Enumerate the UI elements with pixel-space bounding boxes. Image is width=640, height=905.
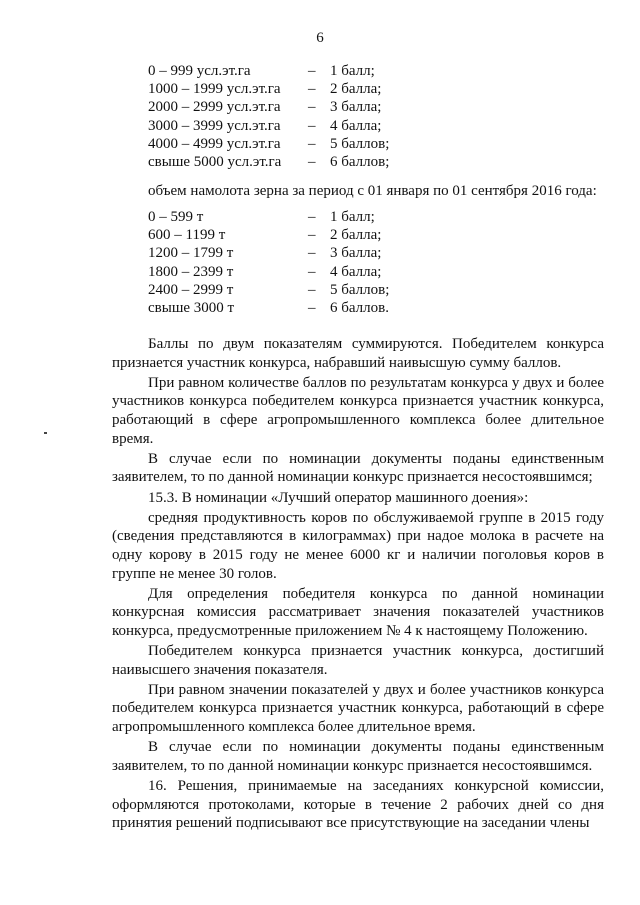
paragraph: Победителем конкурса признается участник конкурса, достигший наивысшего значения показателя. (112, 643, 604, 678)
scoring-points: 3 балла; (330, 99, 382, 116)
scoring-dash: – (308, 117, 316, 134)
scoring-row (148, 98, 450, 116)
scoring-range: 0 – 599 т (148, 209, 204, 225)
scoring-dash: – (308, 281, 316, 298)
scoring-points: 4 балла; (330, 263, 382, 280)
scoring-row (148, 299, 450, 317)
grain-intro-text: объем намолота зерна за период с 01 января по 01 сентября 2016 года: (148, 183, 597, 199)
scoring-range: 2000 – 2999 усл.эт.га (148, 99, 281, 116)
scoring-row (148, 80, 450, 98)
scoring-row (148, 135, 450, 153)
scoring-range: свыше 3000 т (148, 299, 235, 316)
scoring-points: 6 баллов; (330, 153, 390, 170)
paragraph: 16. Решения, принимаемые на заседаниях конкурсной комиссии, оформляются протоколами, которые в течение 2 рабочих дней со дня принятия решений подписывают все присутствующие на заседании члены (112, 778, 604, 832)
scoring-range: 600 – 1199 т (148, 227, 226, 244)
paragraph: В случае если по номинации документы поданы единственным заявителем, то по данной номинации конкурс признается несостоявшимся. (112, 739, 604, 774)
scoring-range: 3000 – 3999 усл.эт.га (148, 117, 281, 134)
scoring-dash: – (308, 63, 316, 79)
paragraph: Баллы по двум показателям суммируются. Победителем конкурса признается участник конкурса, набравший наивысшую сумму баллов. (112, 336, 604, 371)
scoring-range: 4000 – 4999 усл.эт.га (148, 135, 281, 152)
scoring-row (148, 263, 450, 281)
paragraph: средняя продуктивность коров по обслуживаемой группе в 2015 году (сведения представляются в килограммах) при надое молока в расчете на одну корову в 2015 году не менее 6000 кг и наличии поголовья коров в группе не менее 30 голов. (112, 509, 604, 582)
scoring-dash: – (308, 153, 316, 170)
scoring-points: 1 балл; (330, 209, 375, 225)
paragraph: 15.3. В номинации «Лучший оператор машинного доения»: (148, 489, 529, 506)
scan-mark (44, 432, 47, 434)
scoring-points: 2 балла; (330, 81, 382, 98)
paragraph: Для определения победителя конкурса по данной номинации конкурсная комиссия рассматривает значения показателей участников конкурса, предусмотренные приложением № 4 к настоящему Положению. (112, 585, 604, 639)
scoring-points: 1 балл; (330, 63, 375, 79)
paragraph: При равном значении показателей у двух и более участников конкурса победителем конкурса признается участник конкурса, работающий в сфере агропромышленного комплекса более длительное время. (112, 681, 604, 736)
scoring-points: 5 баллов; (330, 281, 390, 298)
scoring-range: 0 – 999 усл.эт.га (148, 63, 251, 79)
scoring-dash: – (308, 81, 316, 98)
scoring-dash: – (308, 135, 316, 152)
scoring-row (148, 153, 450, 171)
scoring-dash: – (308, 209, 316, 225)
scoring-points: 6 баллов. (330, 299, 389, 316)
scoring-row (148, 244, 450, 262)
scoring-range: 1000 – 1999 усл.эт.га (148, 81, 281, 98)
scoring-row (148, 281, 450, 299)
scoring-points: 3 балла; (330, 245, 382, 262)
scoring-range: 1800 – 2399 т (148, 263, 234, 280)
scoring-dash: – (308, 263, 316, 280)
scoring-points: 4 балла; (330, 117, 382, 134)
scoring-range: свыше 5000 усл.эт.га (148, 153, 282, 170)
page-number: 6 (316, 30, 324, 46)
scoring-row (148, 62, 450, 80)
scoring-dash: – (308, 227, 316, 244)
scoring-row (148, 208, 450, 226)
scoring-range: 1200 – 1799 т (148, 245, 234, 262)
scoring-dash: – (308, 245, 316, 262)
area-scoring-table (148, 62, 450, 171)
scoring-dash: – (308, 99, 316, 116)
body-text (112, 335, 604, 834)
scoring-range: 2400 – 2999 т (148, 281, 234, 298)
scoring-points: 2 балла; (330, 227, 382, 244)
scoring-points: 5 баллов; (330, 135, 390, 152)
grain-scoring-table (148, 208, 450, 317)
scoring-row (148, 226, 450, 244)
scoring-dash: – (308, 299, 316, 316)
scoring-row (148, 117, 450, 135)
paragraph: При равном количестве баллов по результатам конкурса у двух и более участников конкурса победителем конкурса признается участник конкурса, работающий в сфере агропромышленного комплекса более длительное время. (112, 374, 604, 447)
paragraph: В случае если по номинации документы поданы единственным заявителем, то по данной номинации конкурс признается несостоявшимся; (112, 450, 604, 486)
